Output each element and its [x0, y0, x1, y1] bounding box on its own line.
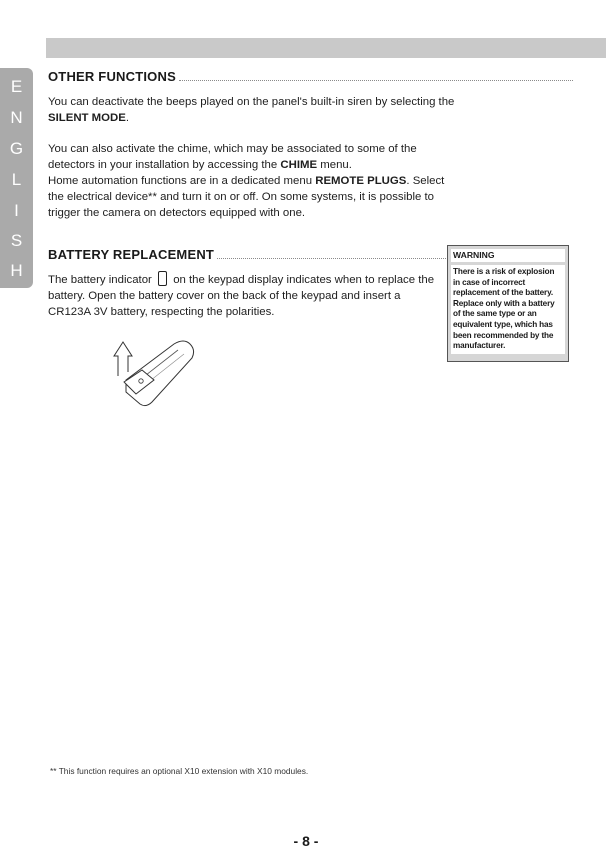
language-letter: G	[9, 139, 24, 158]
dotted-leader	[217, 257, 446, 259]
paragraph-battery	[48, 271, 443, 320]
language-letter: H	[10, 261, 23, 280]
header-bar	[46, 38, 606, 58]
battery-indicator-icon	[158, 271, 167, 286]
paragraph-text: on the keypad display indicates when to replace the battery. Open the battery cover on the back of the keypad and insert a CR123A 3V battery, respecting the polarities.	[48, 274, 435, 318]
footnote: ** This function requires an optional X10 extension with X10 modules.	[50, 766, 309, 776]
paragraph-text: . Select the electrical device** and turn it on or off. On some systems, it is possible to trigger the camera on detectors equipped with one.	[48, 175, 445, 219]
paragraph-chime	[48, 141, 463, 221]
warning-box	[447, 245, 569, 362]
page-number: - 8 -	[293, 833, 319, 849]
chime-term: CHIME	[280, 159, 318, 171]
language-letter: N	[10, 108, 23, 127]
language-letter: E	[10, 77, 23, 96]
language-letter: I	[14, 201, 19, 220]
paragraph-text: .	[125, 112, 130, 124]
paragraph-silent-mode	[48, 94, 468, 126]
section-title-battery-replacement	[48, 247, 446, 262]
section-title-text: OTHER FUNCTIONS	[48, 69, 176, 84]
warning-text: There is a risk of explosion in case of incorrect replacement of the battery. Replace only with a battery of the same type or an equivalent type, which has been recommended by the manufacturer.	[451, 265, 565, 354]
language-tab	[0, 68, 33, 288]
battery-cover-illustration	[112, 336, 202, 408]
paragraph-text: You can also activate the chime, which may be associated to some of the detectors in your installation by accessing the	[48, 143, 417, 171]
language-letter: L	[11, 170, 22, 189]
dotted-leader	[179, 79, 573, 81]
language-letter: S	[10, 231, 23, 250]
section-title-other-functions	[48, 69, 573, 84]
warning-heading: WARNING	[451, 249, 565, 262]
paragraph-text: You can deactivate the beeps played on the panel's built-in siren by selecting the	[48, 96, 455, 108]
paragraph-text: Home automation functions are in a dedicated menu	[48, 175, 316, 187]
section-title-text: BATTERY REPLACEMENT	[48, 247, 215, 262]
silent-mode-term: SILENT MODE	[48, 112, 126, 124]
paragraph-text: The battery indicator	[48, 274, 152, 286]
remote-plugs-term: REMOTE PLUGS	[315, 175, 407, 187]
paragraph-text: menu.	[317, 159, 352, 171]
